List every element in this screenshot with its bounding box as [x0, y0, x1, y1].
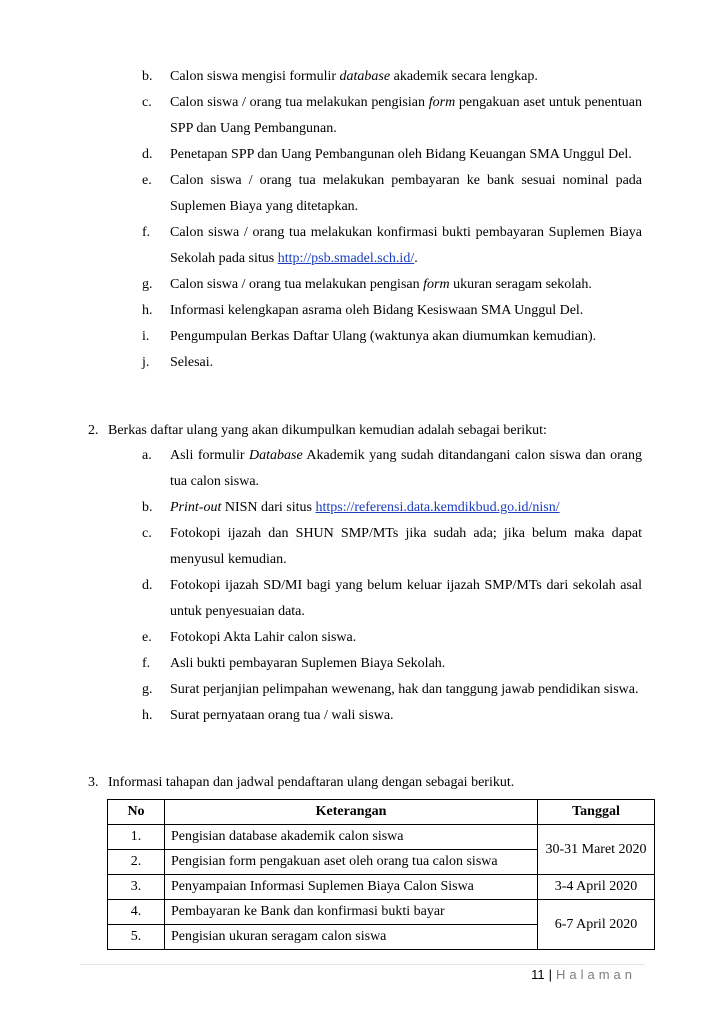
text-run: Pengisian — [171, 829, 229, 844]
table-row — [108, 825, 655, 850]
list-item-text — [170, 272, 642, 298]
cell-tanggal: 6-7 April 2020 — [538, 900, 655, 950]
list-marker: e. — [142, 630, 152, 645]
list-item-text — [170, 324, 642, 350]
list-item-text — [170, 677, 642, 703]
page-number: 11 — [531, 967, 545, 982]
registration-steps-list — [142, 64, 642, 376]
cell-keterangan — [165, 875, 538, 900]
text-run: Asli bukti pembayaran Suplemen Biaya Sekolah. — [170, 656, 446, 671]
text-run: Pengumpulan Berkas Daftar Ulang (waktunya akan diumumkan kemudian). — [170, 329, 597, 344]
text-run: Akademik yang sudah ditandangani calon siswa dan orang tua calon siswa. — [170, 448, 642, 489]
numbered-item-2 — [88, 418, 547, 444]
header-keterangan: Keterangan — [165, 800, 538, 825]
list-item-text — [170, 443, 642, 495]
text-run: Calon siswa / orang tua melakukan pembayaran ke bank sesuai nominal pada Suplemen Biaya yang ditetapkan. — [170, 173, 642, 214]
text-run: Informasi kelengkapan asrama oleh Bidang Kesiswaan SMA Unggul Del. — [170, 303, 584, 318]
footer-separator: | — [548, 967, 552, 982]
italic-term: Database — [249, 448, 303, 463]
list-item — [142, 443, 642, 495]
cell-keterangan — [165, 825, 538, 850]
list-marker: f. — [142, 656, 151, 671]
list-item-text — [170, 521, 642, 573]
italic-term: database — [339, 69, 391, 84]
documents-list — [142, 443, 642, 729]
cell-keterangan — [165, 925, 538, 950]
list-item — [142, 90, 642, 142]
list-marker: e. — [142, 173, 152, 188]
url-link[interactable]: https://referensi.data.kemdikbud.go.id/nisn/ — [315, 500, 560, 515]
list-item-text — [170, 651, 642, 677]
list-item-text — [170, 350, 642, 376]
page-footer — [531, 967, 636, 982]
list-item — [142, 703, 642, 729]
header-no: No — [108, 800, 165, 825]
item-text: Berkas daftar ulang yang akan dikumpulkan kemudian adalah sebagai berikut: — [108, 423, 547, 438]
list-marker: i. — [142, 329, 150, 344]
list-item — [142, 324, 642, 350]
list-item — [142, 521, 642, 573]
text-run: Surat pernyataan orang tua / wali siswa. — [170, 708, 394, 723]
text-run: Pengisian ukuran seragam calon siswa — [171, 929, 387, 944]
list-marker: c. — [142, 95, 152, 110]
table-header-row — [108, 800, 655, 825]
text-run: Asli formulir — [170, 448, 250, 463]
numbered-item-3 — [88, 770, 514, 796]
list-item — [142, 272, 642, 298]
list-item-text — [170, 573, 642, 625]
item-number: 3. — [88, 775, 99, 790]
text-run: Calon siswa / orang tua melakukan konfirmasi bukti pembayaran Suplemen Biaya Sekolah pada situs — [170, 225, 642, 266]
cell-no: 3. — [108, 875, 165, 900]
cell-no: 4. — [108, 900, 165, 925]
list-marker: g. — [142, 682, 153, 697]
list-marker: j. — [142, 355, 150, 370]
text-run: ukuran seragam sekolah. — [449, 277, 592, 292]
text-run: Calon siswa / orang tua melakukan pengisan — [170, 277, 424, 292]
cell-keterangan — [165, 900, 538, 925]
cell-no: 5. — [108, 925, 165, 950]
page-label: Halaman — [555, 967, 636, 982]
text-run: akademik secara lengkap. — [390, 69, 538, 84]
list-item-text — [170, 64, 642, 90]
text-run: Pembayaran ke Bank dan konfirmasi bukti bayar — [171, 904, 445, 919]
cell-no: 1. — [108, 825, 165, 850]
list-marker: f. — [142, 225, 151, 240]
list-marker: g. — [142, 277, 153, 292]
list-marker: h. — [142, 708, 153, 723]
list-item-text — [170, 142, 642, 168]
list-item — [142, 220, 642, 272]
list-item — [142, 573, 642, 625]
text-run: pengakuan aset untuk penentuan SPP dan Uang Pembangunan. — [170, 95, 643, 136]
text-run: akademik calon siswa — [277, 829, 404, 844]
list-marker: b. — [142, 500, 153, 515]
text-run: Calon siswa mengisi formulir — [170, 69, 340, 84]
list-marker: h. — [142, 303, 153, 318]
item-number: 2. — [88, 423, 99, 438]
text-run: Calon siswa / orang tua melakukan pengisian — [170, 95, 429, 110]
text-run: Selesai. — [170, 355, 214, 370]
text-run: NISN dari situs — [221, 500, 316, 515]
item-text: Informasi tahapan dan jadwal pendaftaran ulang dengan sebagai berikut. — [108, 775, 515, 790]
list-item — [142, 142, 642, 168]
text-run: Surat perjanjian pelimpahan wewenang, hak dan tanggung jawab pendidikan siswa. — [170, 682, 639, 697]
list-item-text — [170, 298, 642, 324]
list-item-text — [170, 220, 642, 272]
list-item — [142, 64, 642, 90]
list-item-text — [170, 625, 642, 651]
schedule-table — [107, 799, 655, 950]
list-marker: d. — [142, 578, 153, 593]
cell-tanggal: 30-31 Maret 2020 — [538, 825, 655, 875]
text-run: Fotokopi ijazah dan SHUN SMP/MTs jika sudah ada; jika belum maka dapat menyusul kemudian. — [170, 526, 642, 567]
text-run: Penetapan SPP dan Uang Pembangunan oleh Bidang Keuangan SMA Unggul Del. — [170, 147, 632, 162]
italic-term: form — [428, 95, 456, 110]
cell-no: 2. — [108, 850, 165, 875]
list-item — [142, 651, 642, 677]
list-marker: d. — [142, 147, 153, 162]
list-item-text — [170, 495, 642, 521]
header-tanggal: Tanggal — [538, 800, 655, 825]
list-item — [142, 625, 642, 651]
text-run: pengakuan aset oleh orang tua calon siswa — [256, 854, 498, 869]
text-run: Penyampaian Informasi Suplemen Biaya Calon Siswa — [171, 879, 474, 894]
italic-term: form — [228, 854, 257, 869]
list-item-text — [170, 703, 642, 729]
list-item — [142, 495, 642, 521]
list-item — [142, 298, 642, 324]
list-marker: a. — [142, 448, 152, 463]
text-run: Pengisian — [171, 854, 229, 869]
list-marker: c. — [142, 526, 152, 541]
list-item-text — [170, 90, 642, 142]
url-link[interactable]: http://psb.smadel.sch.id/ — [277, 251, 415, 266]
list-item — [142, 168, 642, 220]
table-row — [108, 900, 655, 925]
text-run: . — [414, 251, 418, 266]
text-run: Fotokopi ijazah SD/MI bagi yang belum keluar ijazah SMP/MTs dari sekolah asal untuk penyesuaian data. — [170, 578, 642, 619]
list-marker: b. — [142, 69, 153, 84]
list-item — [142, 677, 642, 703]
text-run: Fotokopi Akta Lahir calon siswa. — [170, 630, 357, 645]
cell-tanggal: 3-4 April 2020 — [538, 875, 655, 900]
table-row — [108, 875, 655, 900]
list-item — [142, 350, 642, 376]
footer-divider — [80, 964, 645, 965]
list-item-text — [170, 168, 642, 220]
italic-term: database — [228, 829, 278, 844]
italic-term: Print-out — [170, 500, 222, 515]
italic-term: form — [423, 277, 450, 292]
cell-keterangan — [165, 850, 538, 875]
